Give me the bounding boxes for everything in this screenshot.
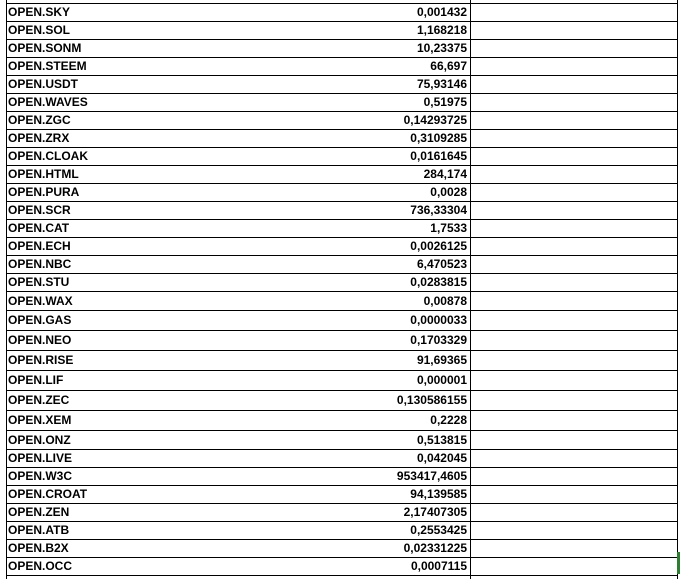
value-cell[interactable]: 736,33304	[410, 203, 467, 217]
value-cell[interactable]: 94,139585	[410, 487, 467, 501]
symbol-cell[interactable]: OPEN.XEM	[8, 413, 72, 427]
symbol-cell[interactable]: OPEN.GAS	[8, 313, 72, 327]
column-border	[6, 0, 7, 579]
symbol-cell[interactable]: OPEN.HTML	[8, 167, 79, 181]
value-cell[interactable]: 0,0283815	[410, 275, 467, 289]
row-border	[6, 219, 678, 220]
column-border	[677, 0, 678, 579]
symbol-cell[interactable]: OPEN.LIVE	[8, 451, 73, 465]
value-cell[interactable]: 1,168218	[416, 23, 467, 37]
symbol-cell[interactable]: OPEN.SONM	[8, 41, 82, 55]
symbol-cell[interactable]: OPEN.STU	[8, 275, 70, 289]
symbol-cell[interactable]: OPEN.ZRX	[8, 131, 70, 145]
row-border	[6, 539, 678, 540]
symbol-cell[interactable]: OPEN.WAX	[8, 293, 73, 308]
symbol-cell[interactable]: OPEN.ONZ	[8, 432, 71, 447]
value-cell[interactable]: 953417,4605	[396, 469, 467, 483]
value-cell[interactable]: 0,14293725	[403, 113, 467, 127]
row-border	[6, 350, 678, 351]
row-border	[6, 147, 678, 148]
row-border	[6, 449, 678, 450]
value-cell[interactable]: 0,0007115	[410, 559, 467, 573]
row-border	[6, 273, 678, 274]
value-cell[interactable]: 66,697	[430, 59, 467, 73]
symbol-cell[interactable]: OPEN.PURA	[8, 185, 80, 199]
symbol-cell[interactable]: OPEN.W3C	[8, 469, 73, 483]
value-cell[interactable]: 10,23375	[416, 41, 467, 55]
row-border	[6, 291, 678, 292]
value-cell[interactable]: 0,2228	[430, 413, 467, 427]
column-border	[470, 0, 471, 579]
row-border	[6, 21, 678, 22]
row-border	[6, 129, 678, 130]
row-border	[6, 165, 678, 166]
symbol-cell[interactable]: OPEN.SKY	[8, 5, 71, 19]
symbol-cell[interactable]: OPEN.LIF	[8, 373, 64, 387]
symbol-cell[interactable]: OPEN.RISE	[8, 353, 74, 367]
row-border	[6, 255, 678, 256]
symbol-cell[interactable]: OPEN.CLOAK	[8, 149, 89, 163]
row-border	[6, 75, 678, 76]
row-border	[6, 310, 678, 311]
row-border	[6, 503, 678, 504]
value-cell[interactable]: 0,000001	[416, 373, 467, 387]
value-cell[interactable]: 0,00878	[423, 293, 467, 308]
symbol-cell[interactable]: OPEN.OCC	[8, 559, 73, 573]
value-cell[interactable]: 0,51975	[423, 95, 467, 109]
symbol-cell[interactable]: OPEN.NBC	[8, 257, 72, 271]
value-cell[interactable]: 284,174	[423, 167, 467, 181]
symbol-cell[interactable]: OPEN.USDT	[8, 77, 79, 91]
value-cell[interactable]: 0,1703329	[410, 333, 467, 347]
row-border	[6, 390, 678, 391]
row-border	[6, 521, 678, 522]
symbol-cell[interactable]: OPEN.ZEC	[8, 393, 70, 407]
value-cell[interactable]: 0,2553425	[410, 523, 467, 537]
row-border	[6, 485, 678, 486]
value-cell[interactable]: 0,02331225	[403, 541, 467, 555]
symbol-cell[interactable]: OPEN.CAT	[8, 221, 70, 235]
symbol-cell[interactable]: OPEN.STEEM	[8, 59, 87, 73]
row-border	[6, 575, 678, 576]
value-cell[interactable]: 0,0161645	[410, 149, 467, 163]
value-cell[interactable]: 1,7533	[430, 221, 467, 235]
value-cell[interactable]: 0,042045	[416, 451, 467, 465]
value-cell[interactable]: 0,513815	[416, 432, 467, 447]
row-border	[6, 467, 678, 468]
row-border	[6, 330, 678, 331]
value-cell[interactable]: 0,001432	[416, 5, 467, 19]
value-cell[interactable]: 2,17407305	[403, 505, 467, 519]
symbol-cell[interactable]: OPEN.ZEN	[8, 505, 70, 519]
symbol-cell[interactable]: OPEN.B2X	[8, 541, 69, 555]
row-border	[6, 557, 678, 558]
value-cell[interactable]: 6,470523	[416, 257, 467, 271]
row-border	[6, 237, 678, 238]
value-cell[interactable]: 91,69365	[416, 353, 467, 367]
row-border	[6, 111, 678, 112]
symbol-cell[interactable]: OPEN.CROAT	[8, 487, 88, 501]
row-border	[6, 201, 678, 202]
row-border	[6, 39, 678, 40]
symbol-cell[interactable]: OPEN.ZGC	[8, 113, 71, 127]
symbol-cell[interactable]: OPEN.SCR	[8, 203, 71, 217]
value-cell[interactable]: 75,93146	[416, 77, 467, 91]
row-border	[6, 93, 678, 94]
value-cell[interactable]: 0,3109285	[410, 131, 467, 145]
value-cell[interactable]: 0,0000033	[410, 313, 467, 327]
symbol-cell[interactable]: OPEN.WAVES	[8, 95, 88, 109]
value-cell[interactable]: 0,0028	[430, 185, 467, 199]
symbol-cell[interactable]: OPEN.SOL	[8, 23, 71, 37]
symbol-cell[interactable]: OPEN.ATB	[8, 523, 70, 537]
row-border	[6, 410, 678, 411]
value-cell[interactable]: 0,130586155	[396, 393, 467, 407]
symbol-cell[interactable]: OPEN.ECH	[8, 239, 71, 253]
row-border	[6, 430, 678, 431]
row-border	[6, 3, 678, 4]
row-border	[6, 370, 678, 371]
value-cell[interactable]: 0,0026125	[410, 239, 467, 253]
row-border	[6, 57, 678, 58]
row-border	[6, 183, 678, 184]
symbol-cell[interactable]: OPEN.NEO	[8, 333, 72, 347]
